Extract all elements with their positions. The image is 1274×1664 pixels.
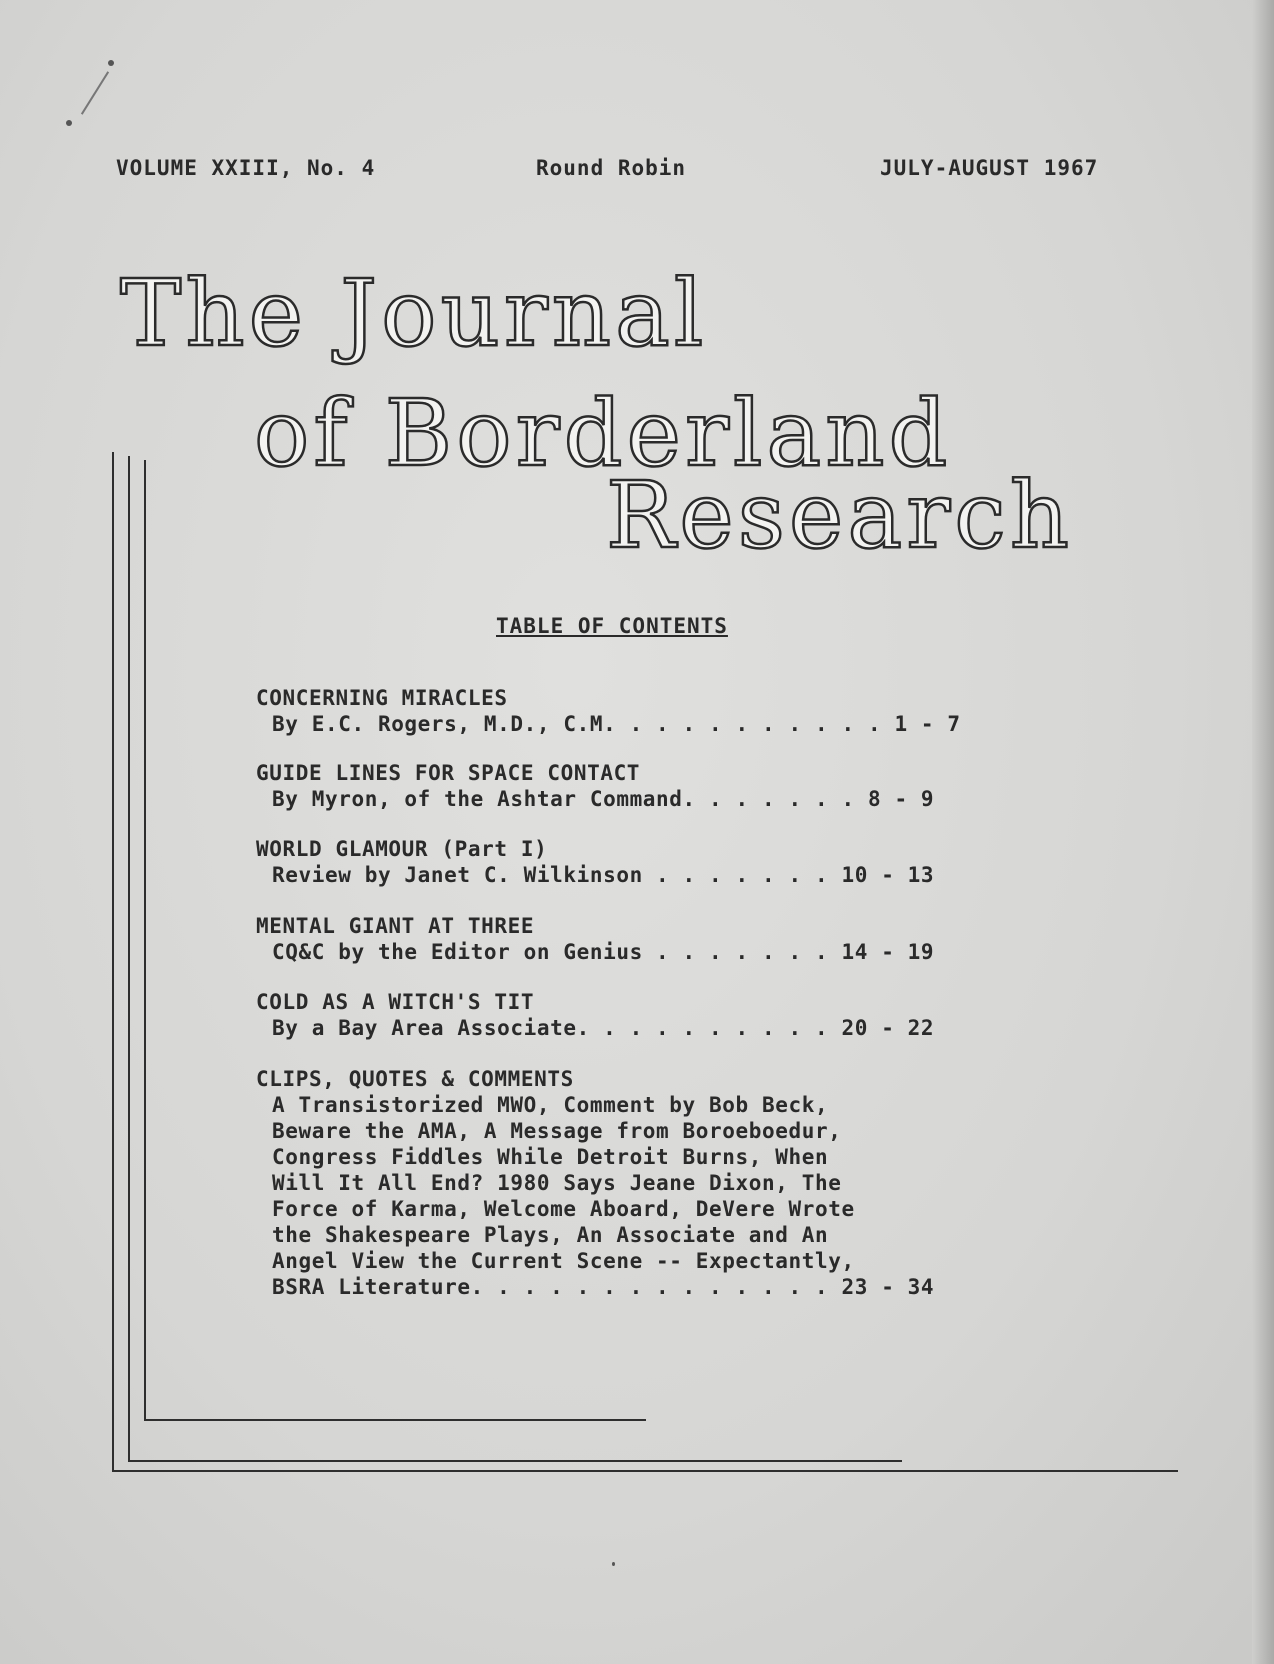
- clips-line: Angel View the Current Scene -- Expectantly,: [272, 1249, 855, 1273]
- clips-line: Will It All End? 1980 Says Jeane Dixon, The: [272, 1171, 842, 1195]
- toc-entry-pages: 23 - 34: [841, 1275, 935, 1299]
- border-vertical-middle: [128, 456, 130, 1461]
- paper-edge: [1252, 0, 1274, 1664]
- toc-entry-title: WORLD GLAMOUR (Part I): [256, 837, 548, 861]
- toc-entry-byline: By E.C. Rogers, M.D., C.M.: [272, 712, 617, 736]
- toc-entry-title: CONCERNING MIRACLES: [256, 686, 508, 710]
- toc-entry: [256, 760, 934, 812]
- toc-heading: TABLE OF CONTENTS: [496, 614, 728, 638]
- clips-last-line: BSRA Literature: [272, 1275, 471, 1299]
- journal-title-line-3: Research: [606, 462, 1073, 569]
- toc-entry-title: MENTAL GIANT AT THREE: [256, 914, 535, 938]
- border-vertical-outer: [112, 452, 114, 1472]
- toc-entry-pages: 14 - 19: [841, 940, 935, 964]
- toc-entry: [256, 836, 934, 888]
- series-name: Round Robin: [536, 156, 687, 180]
- toc-entry: [256, 913, 934, 965]
- border-horizontal-outer: [112, 1470, 1178, 1472]
- paper-speck: [612, 1562, 615, 1566]
- dot-leader: . . . . . . . . . .: [576, 1016, 842, 1040]
- toc-entry-clips: [256, 1066, 934, 1300]
- toc-entry-title: GUIDE LINES FOR SPACE CONTACT: [256, 761, 641, 785]
- toc-entry-pages: 20 - 22: [841, 1016, 935, 1040]
- clips-line: Force of Karma, Welcome Aboard, DeVere Wrote: [272, 1197, 855, 1221]
- toc-entry-byline: By a Bay Area Associate: [272, 1016, 577, 1040]
- border-horizontal-middle: [128, 1460, 902, 1462]
- volume-number: VOLUME XXIII, No. 4: [116, 156, 376, 180]
- clips-line: Congress Fiddles While Detroit Burns, When: [272, 1145, 829, 1169]
- dot-leader: . . . . . . . . . .: [616, 712, 895, 736]
- toc-entry-title: COLD AS A WITCH'S TIT: [256, 990, 535, 1014]
- toc-entry-byline: CQ&C by the Editor on Genius: [272, 940, 643, 964]
- staple-mark: [108, 60, 114, 66]
- clips-line: the Shakespeare Plays, An Associate and An: [272, 1223, 829, 1247]
- toc-entry-byline: By Myron, of the Ashtar Command: [272, 787, 683, 811]
- dot-leader: . . . . . . .: [642, 863, 842, 887]
- border-vertical-inner: [144, 460, 146, 1420]
- toc-entry-byline: Review by Janet C. Wilkinson: [272, 863, 643, 887]
- journal-title-line-1: The Journal: [120, 260, 708, 367]
- staple-line: [81, 71, 109, 114]
- staple-mark: [66, 120, 72, 126]
- clips-line: A Transistorized MWO, Comment by Bob Beck,: [272, 1093, 829, 1117]
- toc-entry: [256, 685, 961, 737]
- toc-entry-pages: 10 - 13: [841, 863, 935, 887]
- issue-date: JULY-AUGUST 1967: [880, 156, 1099, 180]
- dot-leader: . . . . . . .: [682, 787, 868, 811]
- border-horizontal-inner: [144, 1419, 646, 1421]
- toc-entry-pages: 1 - 7: [894, 712, 961, 736]
- journal-title-line-2: of Borderland: [254, 380, 952, 487]
- toc-entry-title: CLIPS, QUOTES & COMMENTS: [256, 1067, 574, 1091]
- dot-leader: . . . . . . . . . . . . . .: [470, 1275, 842, 1299]
- toc-entry-pages: 8 - 9: [867, 787, 935, 811]
- clips-line: Beware the AMA, A Message from Boroeboedur,: [272, 1119, 842, 1143]
- dot-leader: . . . . . . .: [642, 940, 842, 964]
- toc-entry: [256, 989, 934, 1041]
